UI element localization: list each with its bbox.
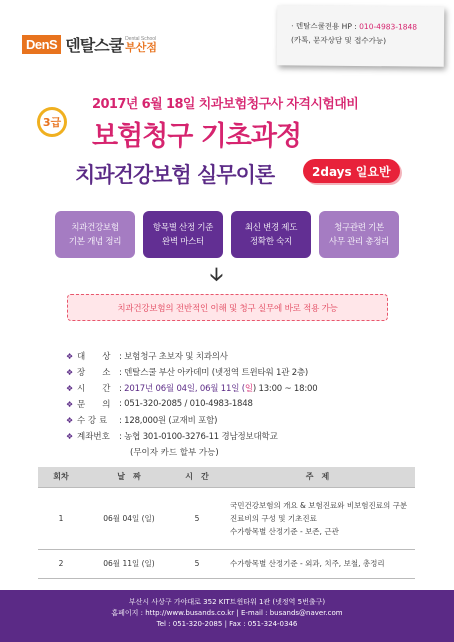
column-header: 주 제 [220, 467, 415, 487]
days-badge: 2days 일요반 [303, 159, 400, 183]
session-cell: 2 [38, 549, 84, 578]
down-arrow-icon: 🡣 [210, 264, 223, 285]
topic-cell: 수가항목별 산정기준 - 외과, 치주, 보철, 총정리 [220, 549, 415, 578]
logo-badge: DenS [22, 35, 61, 54]
schedule-table [38, 467, 415, 579]
info-account-note: (무이자 카드 할부 가능) [130, 448, 219, 458]
footer [0, 590, 454, 642]
bullet-icon: ❖ [66, 431, 74, 441]
info-fee: ❖ 수 강 료 : 128,000원 (교재비 포함) [66, 415, 218, 426]
table-row [38, 549, 415, 578]
main-title: 보험청구 기초과정 [92, 121, 302, 152]
date-cell: 06월 04일 (일) [84, 487, 174, 549]
bullet-icon: ❖ [66, 399, 74, 409]
highlight-banner: 치과건강보험의 전반적인 이해 및 청구 실무에 바로 적용 가능 [67, 294, 388, 321]
table-header-row [38, 467, 415, 487]
logo-subtitle: Dental School [125, 35, 157, 42]
session-cell: 1 [38, 487, 84, 549]
column-header: 날 짜 [84, 467, 174, 487]
info-target: ❖ 대 상 : 보험청구 초보자 및 치과의사 [66, 351, 228, 362]
footer-address: 부산시 사상구 가야대로 352 KIT트윈타워 1관 (넷정역 5번출구) [128, 598, 326, 606]
table-row [38, 487, 415, 549]
course-info [66, 348, 317, 460]
feature-box: 치과건강보험 기본 개념 정리 [55, 211, 135, 258]
logo [22, 33, 157, 56]
column-header: 시 간 [174, 467, 220, 487]
footer-web: 홈페이지 : http://www.busands.co.kr | E-mail : busands@naver.com [111, 609, 343, 617]
contact-hp-note: (카톡, 문자상담 및 접수가능) [290, 35, 387, 46]
footer-tel: Tel : 051-320-2085 | Fax : 051-324-0346 [156, 620, 298, 628]
contact-hp-number: 010-4983-1848 [359, 21, 418, 32]
feature-box: 청구관련 기본 사무 관리 총정리 [319, 211, 399, 258]
info-account: ❖ 계좌번호 : 농협 301-0100-3276-11 경남정보대학교 [66, 431, 278, 442]
bullet-icon: ❖ [66, 351, 74, 361]
contact-note [277, 5, 445, 66]
feature-boxes [55, 211, 399, 258]
bullet-icon: ❖ [66, 367, 74, 377]
level-badge: 3급 [37, 107, 67, 137]
info-time: ❖ 시 간 : 2017년 06월 04일, 06월 11일 (일) 13:00 ~ 18:00 [66, 383, 318, 394]
hours-cell: 5 [174, 549, 220, 578]
feature-box: 항목별 산정 기준 완벽 마스터 [143, 211, 223, 258]
exam-subtitle: 2017년 6월 18일 치과보험청구사 자격시험대비 [92, 97, 359, 112]
hours-cell: 5 [174, 487, 220, 549]
column-header: 회차 [38, 467, 84, 487]
topic-cell: 국민건강보험의 개요 & 보험진료와 비보험진료의 구분 진료비의 구성 및 기초진료 수가항목별 산정기준 - 보존, 근관 [220, 487, 415, 549]
bullet-icon: ❖ [66, 415, 74, 425]
logo-name: 덴탈스쿨 [65, 36, 124, 55]
course-title: 치과건강보험 실무이론 [75, 163, 275, 187]
info-inquiry: ❖ 문 의 : 051-320-2085 / 010-4983-1848 [66, 399, 253, 410]
info-place: ❖ 장 소 : 덴탈스쿨 부산 아카데미 (넷정역 트윈타워 1관 2층) [66, 367, 309, 378]
feature-box: 최신 변경 제도 정확한 숙지 [231, 211, 311, 258]
bullet-icon: ❖ [66, 383, 74, 393]
date-cell: 06월 11일 (일) [84, 549, 174, 578]
contact-hp-label: · 덴탈스쿨전용 HP : [291, 21, 360, 31]
logo-branch: 부산점 [125, 40, 157, 54]
